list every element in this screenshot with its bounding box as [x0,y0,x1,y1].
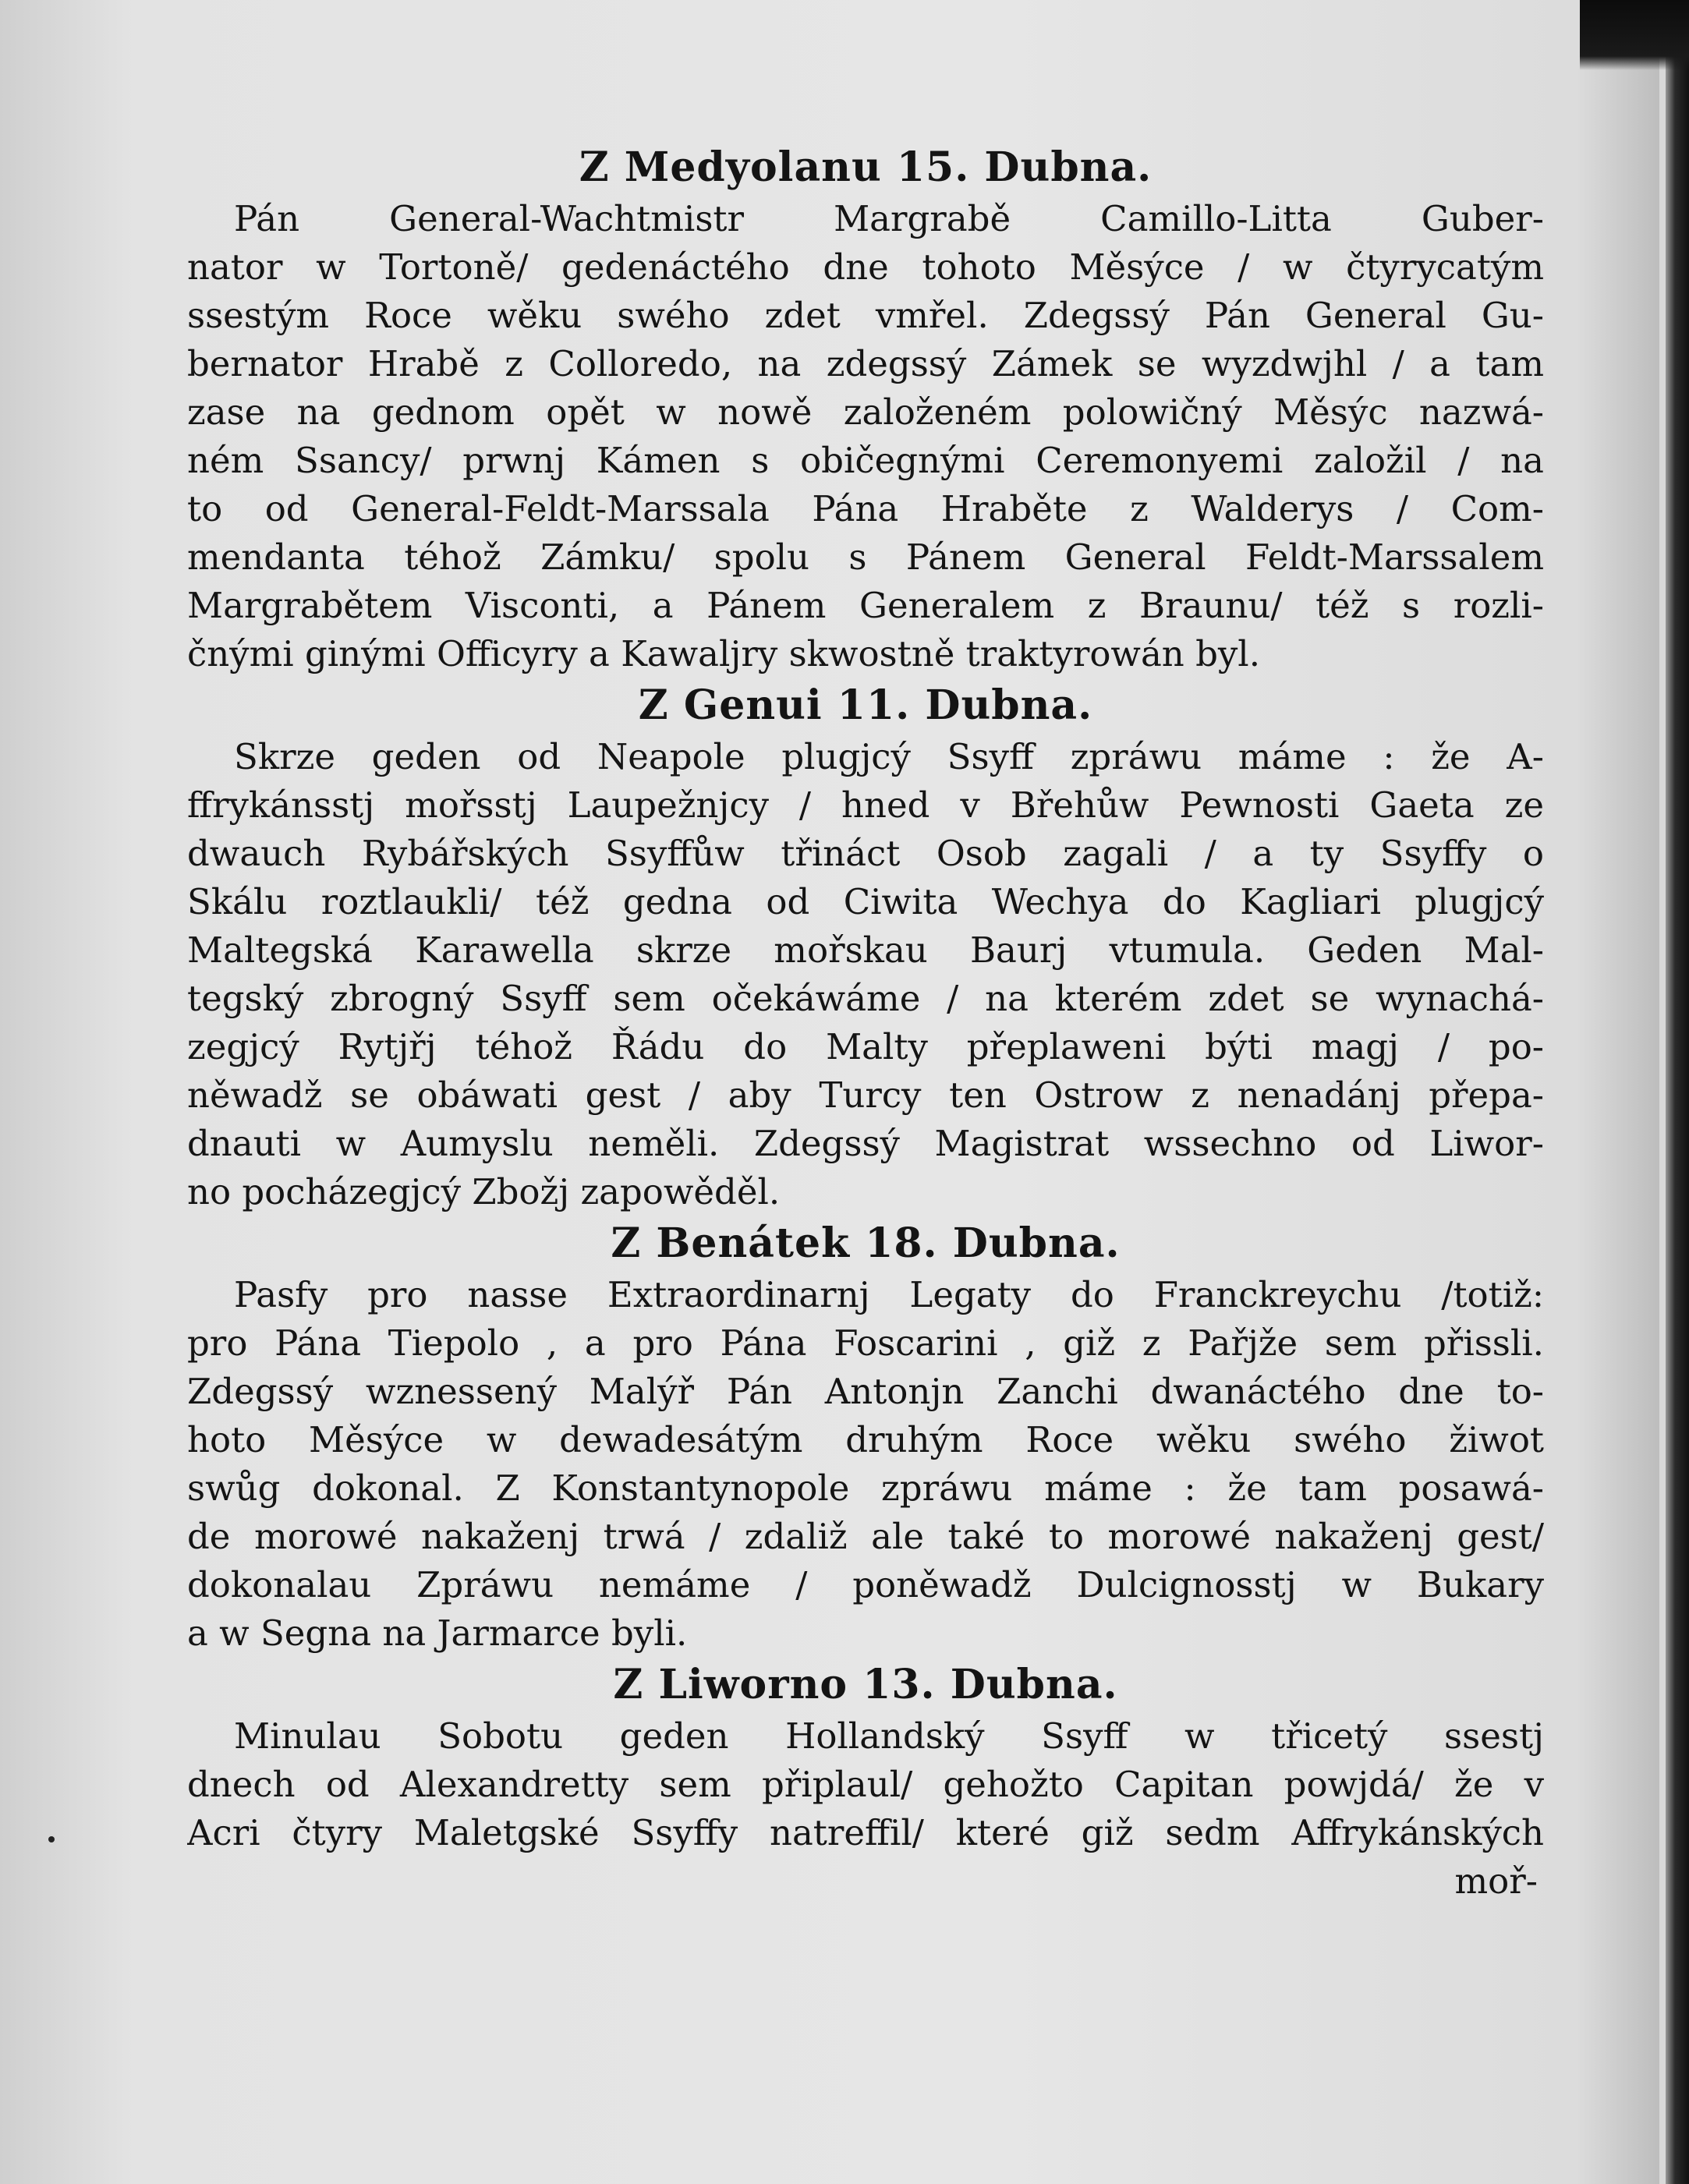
text-line: tegský zbrogný Ssyff sem očekáwáme / na kterém zdet se wynachá- [187,978,1544,1019]
text-line: zase na gednom opět w nowě založeném polowičný Měsýc nazwá- [187,391,1544,433]
section-heading: Z Liworno 13. Dubna. [613,1661,1118,1708]
corner-shadow [1580,0,1689,70]
text-line: Skálu roztlaukli/ též gedna od Ciwita Wechya do Kagliari plugjcý [187,881,1544,922]
text-line: něwadž se obáwati gest / aby Turcy ten Ostrow z nenadánj přepa- [187,1074,1544,1116]
text-line: ffrykánsstj mořsstj Laupežnjcy / hned v Břehůw Pewnosti Gaeta ze [187,784,1544,826]
text-line: čnými ginými Officyry a Kawaljry skwostně traktyrowán byl. [187,633,1260,674]
text-line: bernator Hrabě z Colloredo, na zdegssý Zámek se wyzdwjhl / a tam [187,343,1544,384]
text-line: Zdegssý wznessený Malýř Pán Antonjn Zanchi dwanáctého dne to- [187,1371,1544,1412]
text-line: Acri čtyry Maletgské Ssyffy natreffil/ které giž sedm Affrykánských [187,1812,1544,1853]
text-line: hoto Měsýce w dewadesátým druhým Roce wěku swého žiwot [187,1419,1544,1460]
text-line: mendanta téhož Zámku/ spolu s Pánem General Feldt-Marssalem [187,536,1544,578]
section-venice [187,1216,1544,1658]
text-line: de morowé nakaženj trwá / zdaliž ale také to morowé nakaženj gest/ [187,1516,1544,1557]
text-line: to od General-Feldt-Marssala Pána Hraběte z Walderys / Com- [187,488,1544,529]
section-heading: Z Benátek 18. Dubna. [611,1219,1121,1267]
text-line: swůg dokonal. Z Konstantynopole zpráwu máme : že tam posawá- [187,1467,1544,1509]
document-text [187,140,1544,1906]
text-line: ssestým Roce wěku swého zdet vmřel. Zdegssý Pán General Gu- [187,295,1544,336]
text-line: Skrze geden od Neapole plugjcý Ssyff zpráwu máme : že A- [234,736,1544,777]
text-line: a w Segna na Jarmarce byli. [187,1612,688,1654]
section-milan [187,140,1544,678]
text-line: Pasfy pro nasse Extraordinarnj Legaty do Franckreychu /totiž: [234,1274,1544,1315]
text-line: nator w Tortoně/ gedenáctého dne tohoto Měsýce / w čtyrycatým [187,246,1544,288]
section-heading: Z Medyolanu 15. Dubna. [579,143,1153,191]
text-line: dokonalau Zpráwu nemáme / poněwadž Dulcignosstj w Bukary [187,1564,1544,1605]
text-line: dwauch Rybářských Ssyffůw třináct Osob zagali / a ty Ssyffy o [187,833,1544,874]
text-line: Maltegská Karawella skrze mořskau Baurj vtumula. Geden Mal- [187,929,1544,971]
section-genoa [187,678,1544,1216]
section-livorno [187,1658,1544,1857]
text-line: zegjcý Rytjřj téhož Řádu do Malty přeplaweni býti magj / po- [187,1026,1544,1067]
text-line: ném Ssancy/ prwnj Kámen s običegnými Ceremonyemi založil / na [187,440,1544,481]
text-line: pro Pána Tiepolo , a pro Pána Foscarini , giž z Pařjže sem přissli. [187,1322,1544,1364]
text-line: Margrabětem Visconti, a Pánem Generalem z Braunu/ též s rozli- [187,585,1544,626]
text-line: Pán General-Wachtmistr Margrabě Camillo-Litta Guber- [234,198,1544,239]
catchword: moř- [1454,1860,1538,1902]
text-line: Minulau Sobotu geden Hollandský Ssyff w třicetý ssestj [234,1715,1544,1757]
text-line: dnauti w Aumyslu neměli. Zdegssý Magistrat wssechno od Liwor- [187,1123,1544,1164]
section-heading: Z Genui 11. Dubna. [638,681,1093,729]
text-line: no pocházegjcý Zbožj zapowěděl. [187,1171,781,1212]
text-line: dnech od Alexandretty sem připlaul/ gehožto Capitan powjdá/ že v [187,1764,1544,1805]
margin-speck [48,1836,55,1842]
page-edge-shadow [1666,0,1689,2184]
